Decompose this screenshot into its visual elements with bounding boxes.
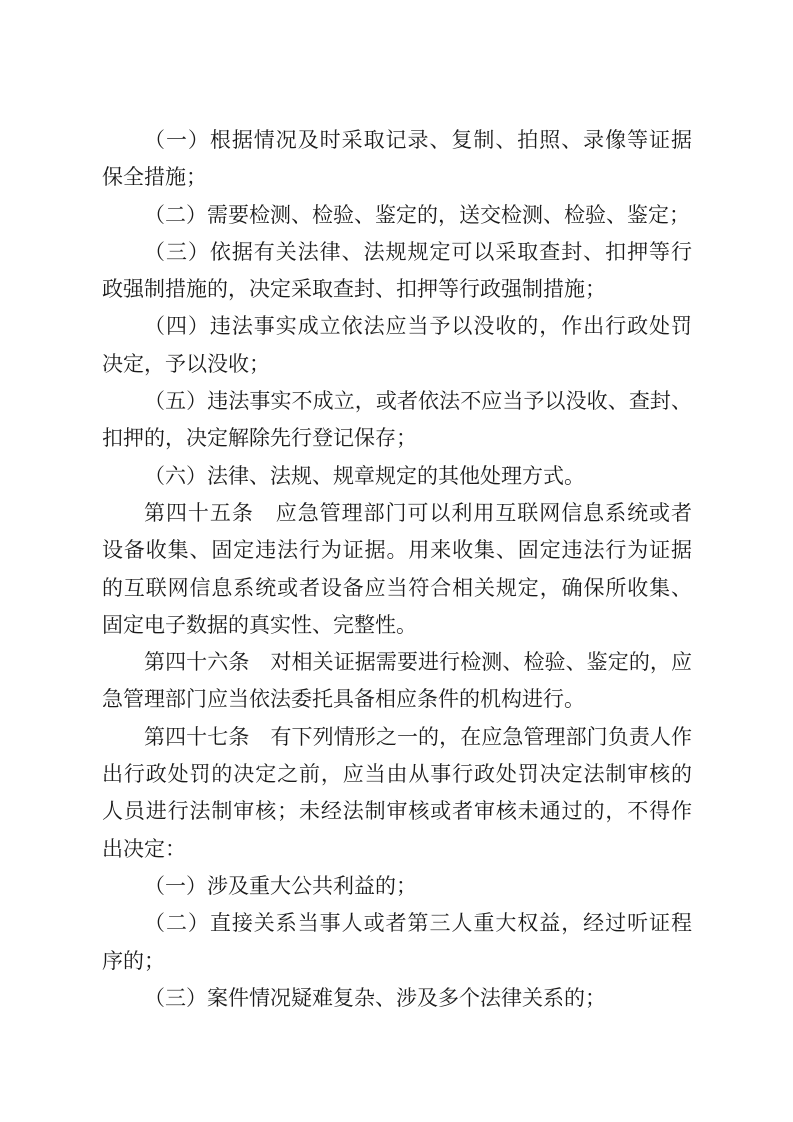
text-line: （一）涉及重大公共利益的；: [144, 873, 417, 898]
text-line: 第四十七条 有下列情形之一的，在应急管理部门负责人作: [144, 724, 692, 749]
text-line: 政强制措施的，决定采取查封、扣押等行政强制措施；: [102, 277, 606, 302]
text-line: 扣押的，决定解除先行登记保存；: [102, 426, 417, 451]
text-line: （二）直接关系当事人或者第三人重大权益，经过听证程: [144, 911, 692, 936]
text-line: 序的；: [102, 948, 165, 973]
paragraph: [102, 719, 692, 868]
paragraph: [102, 234, 692, 309]
paragraph: [102, 644, 692, 719]
text-line: （一）根据情况及时采取记录、复制、拍照、录像等证据: [144, 128, 692, 152]
text-line: 第四十五条 应急管理部门可以利用互联网信息系统或者: [144, 500, 692, 525]
paragraph: [102, 980, 692, 1017]
text-line: 决定，予以没收；: [102, 351, 270, 376]
text-line: 固定电子数据的真实性、完整性。: [102, 612, 417, 637]
paragraph: [102, 905, 692, 980]
paragraph: [102, 122, 692, 197]
text-line: 第四十六条 对相关证据需要进行检测、检验、鉴定的，应: [144, 650, 692, 675]
text-line: 人员进行法制审核；未经法制审核或者审核未通过的，不得作: [102, 799, 692, 824]
text-line: （三）案件情况疑难复杂、涉及多个法律关系的；: [144, 985, 606, 1010]
paragraph: [102, 458, 692, 495]
paragraph: [102, 868, 692, 905]
text-line: 设备收集、固定违法行为证据。用来收集、固定违法行为证据: [102, 538, 692, 563]
text-line: 的互联网信息系统或者设备应当符合相关规定，确保所收集、: [102, 575, 692, 600]
text-line: （二）需要检测、检验、鉴定的，送交检测、检验、鉴定；: [144, 202, 690, 227]
document-text-block: [102, 122, 692, 1017]
text-line: （三）依据有关法律、法规规定可以采取查封、扣押等行: [144, 239, 692, 264]
text-line: 出行政处罚的决定之前，应当由从事行政处罚决定法制审核的: [102, 762, 692, 787]
text-line: （四）违法事实成立依法应当予以没收的，作出行政处罚: [144, 314, 692, 339]
paragraph: [102, 308, 692, 383]
text-line: 急管理部门应当依法委托具备相应条件的机构进行。: [102, 687, 585, 712]
text-line: （五）违法事实不成立，或者依法不应当予以没收、查封、: [144, 389, 692, 414]
paragraph: [102, 383, 692, 458]
text-line: 出决定：: [102, 836, 186, 861]
paragraph: [102, 197, 692, 234]
text-line: 保全措施；: [102, 165, 207, 190]
text-line: （六）法律、法规、规章规定的其他处理方式。: [144, 463, 585, 488]
paragraph: [102, 495, 692, 644]
